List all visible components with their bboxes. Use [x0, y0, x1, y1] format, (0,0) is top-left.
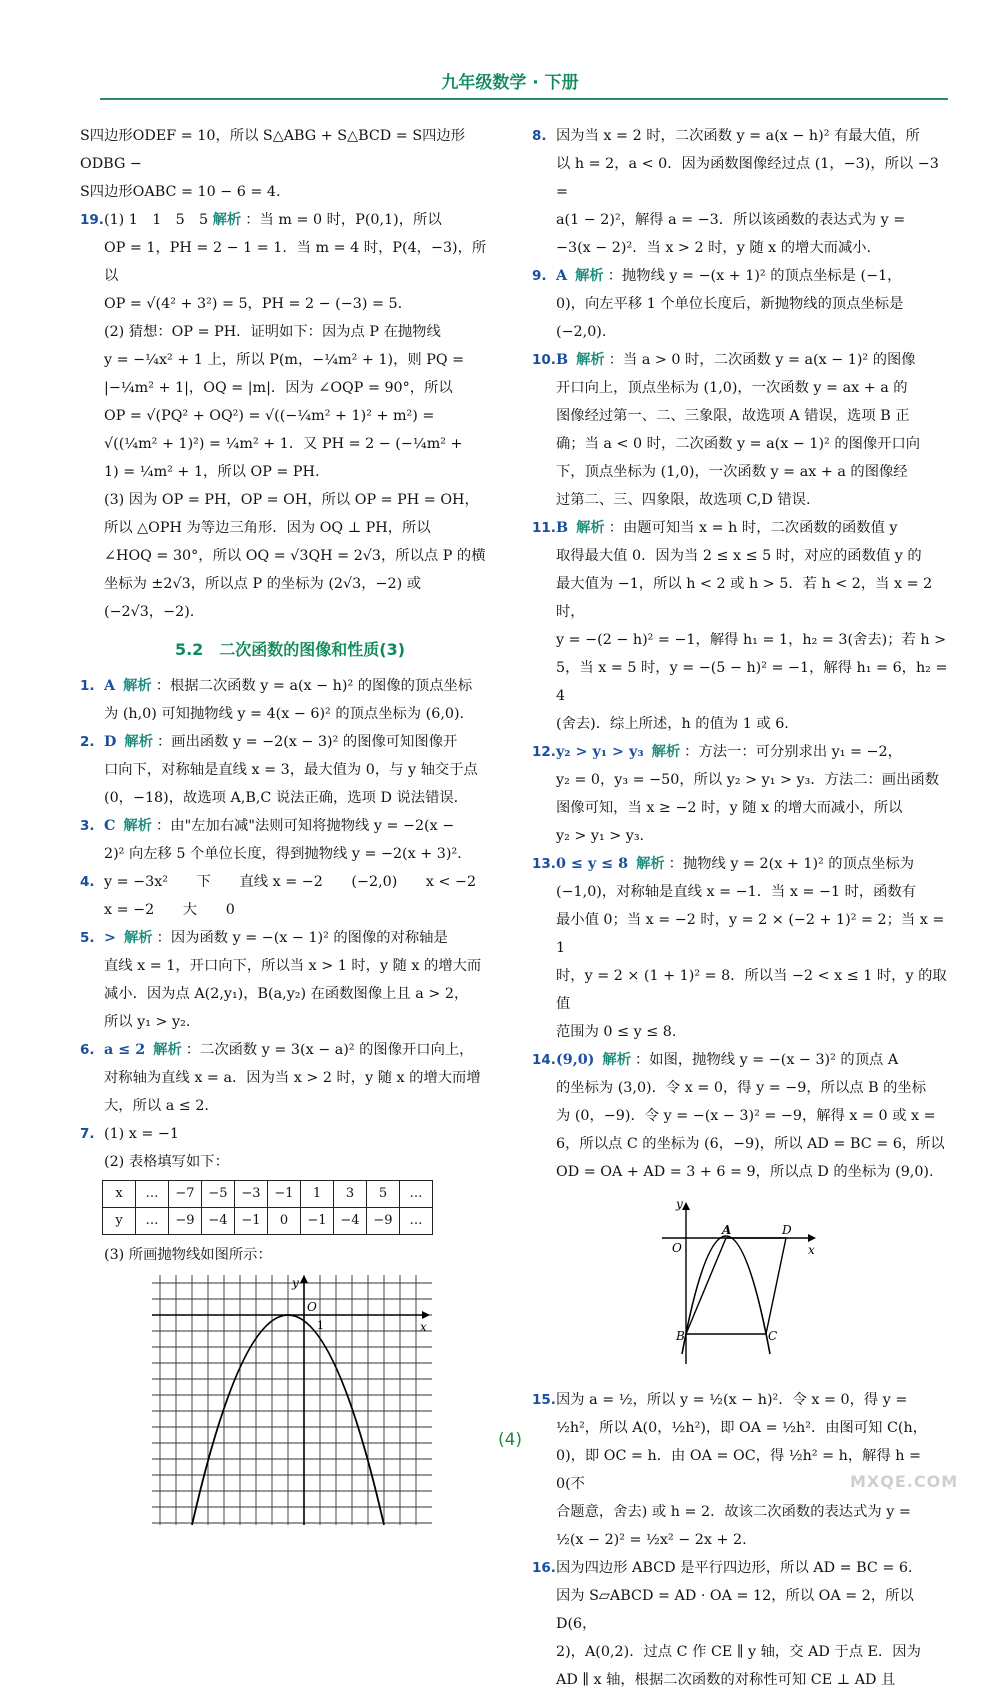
analysis-text: 的坐标为 (3,0)．令 x = 0，得 y = −9，所以点 B 的坐标	[556, 1080, 927, 1096]
analysis-text: 时，y = 2 × (1 + 1)² = 8．所以当 −2 < x ≤ 1 时，y 的取值	[556, 968, 947, 1012]
analysis-text: 确；当 a < 0 时，二次函数 y = a(x − 1)² 的图像开口向	[556, 436, 921, 452]
analysis-label: 解析	[576, 352, 605, 368]
answer-text: (2) 表格填写如下：	[104, 1154, 229, 1170]
question-3	[80, 812, 500, 868]
question-number: 11.	[532, 520, 556, 536]
table-cell: −4	[334, 1208, 367, 1235]
question-11	[532, 514, 950, 738]
answer: C	[104, 818, 116, 834]
question-number: 3.	[80, 818, 95, 834]
analysis-text: 为 (0，−9)．令 y = −(x − 3)² = −9，解得 x = 0 或 x =	[556, 1108, 936, 1124]
table-cell: 5	[367, 1181, 400, 1208]
answer-text: 因为 a = ½，所以 y = ½(x − h)²．令 x = 0，得 y =	[556, 1392, 908, 1408]
analysis-text: (0，−18)，故选项 A,B,C 说法正确，选项 D 说法错误.	[104, 790, 459, 806]
point-c-label: C	[768, 1329, 778, 1343]
answer: D	[104, 734, 117, 750]
analysis-text: 2)² 向左移 5 个单位长度，得到抛物线 y = −2(x + 3)².	[104, 846, 462, 862]
table-cell: −7	[169, 1181, 202, 1208]
question-19	[80, 206, 500, 626]
answer: B	[556, 520, 569, 536]
answer-text: 因为四边形 ABCD 是平行四边形，所以 AD = BC = 6．	[556, 1560, 923, 1576]
figure-q14-svg	[662, 1196, 822, 1366]
table-cell: …	[136, 1181, 169, 1208]
figure-q14	[662, 1196, 950, 1376]
answer: B	[556, 352, 569, 368]
answer-text: 2)，A(0,2)．过点 C 作 CE ∥ y 轴，交 AD 于点 E．因为	[556, 1644, 921, 1660]
question-number: 1.	[80, 678, 95, 694]
analysis-text: 6，所以点 C 的坐标为 (6，−9)，所以 AD = BC = 6，所以	[556, 1136, 945, 1152]
origin-label: O	[307, 1300, 317, 1314]
unit-label: 1	[317, 1319, 324, 1332]
analysis-text: 图像可知，当 x ≥ −2 时，y 随 x 的增大而减小，所以	[556, 800, 903, 816]
answer: (9,0)	[556, 1052, 595, 1068]
question-number: 5.	[80, 930, 95, 946]
analysis-text: 过第二、三、四象限，故选项 C,D 错误.	[556, 492, 811, 508]
question-9	[532, 262, 950, 346]
analysis-text: 图像经过第一、二、三象限，故选项 A 错误，选项 B 正	[556, 408, 910, 424]
analysis-text: 直线 x = 1，开口向下，所以当 x > 1 时，y 随 x 的增大而	[104, 958, 482, 974]
answer-text: 因为 S▱ABCD = AD · OA = 12，所以 OA = 2，所以 D(6，	[556, 1588, 914, 1632]
analysis-text: ：当 a > 0 时，二次函数 y = a(x − 1)² 的图像	[608, 352, 916, 368]
table-cell: …	[400, 1208, 433, 1235]
y-axis-label: y	[676, 1197, 683, 1211]
table-cell: −1	[301, 1208, 334, 1235]
analysis-text: OP = √(4² + 3²) = 5，PH = 2 − (−3) = 5.	[104, 296, 403, 312]
question-4	[80, 868, 500, 924]
question-number: 12.	[532, 744, 556, 760]
analysis-text: ：如图，抛物线 y = −(x − 3)² 的顶点 A	[635, 1052, 899, 1068]
question-16	[532, 1554, 950, 1694]
analysis-text: 范围为 0 ≤ y ≤ 8.	[556, 1024, 677, 1040]
table-cell: …	[136, 1208, 169, 1235]
analysis-text: y₂ = 0，y₃ = −50，所以 y₂ > y₁ > y₃．方法二：画出函数	[556, 772, 939, 788]
analysis-text: 开口向上，顶点坐标为 (1,0)，一次函数 y = ax + a 的	[556, 380, 908, 396]
x-axis-label: x	[420, 1320, 427, 1334]
analysis-text: ：由"左加右减"法则可知将抛物线 y = −2(x −	[155, 818, 455, 834]
answer-text: y = −3x² 下 直线 x = −2 (−2,0) x < −2	[104, 874, 477, 890]
question-number: 15.	[532, 1392, 556, 1408]
question-1	[80, 672, 500, 728]
answer-text: 因为当 x = 2 时，二次函数 y = a(x − h)² 有最大值，所	[556, 128, 920, 144]
point-a-label: A	[722, 1223, 732, 1237]
analysis-label: 解析	[123, 930, 153, 946]
analysis-text: 0)，向左平移 1 个单位长度后，新抛物线的顶点坐标是	[556, 296, 904, 312]
analysis-text: (−2,0).	[556, 324, 607, 340]
analysis-text: ：抛物线 y = 2(x + 1)² 的顶点坐标为	[668, 856, 915, 872]
parabola-graph	[152, 1275, 500, 1535]
table-cell: −1	[268, 1181, 301, 1208]
answer: y₂ > y₁ > y₃	[556, 744, 644, 760]
table-cell: −9	[367, 1208, 400, 1235]
answer-text: 以 h = 2，a < 0．因为函数图像经过点 (1，−3)，所以 −3 =	[556, 156, 939, 200]
analysis-text: (−2√3，−2).	[104, 604, 195, 620]
analysis-text: 减小．因为点 A(2,y₁)，B(a,y₂) 在函数图像上且 a > 2，	[104, 986, 469, 1002]
question-6	[80, 1036, 500, 1120]
analysis-text: 所以 △OPH 为等边三角形．因为 OQ ⊥ PH，所以	[104, 520, 431, 536]
origin-label: O	[672, 1241, 682, 1255]
analysis-text: ：由题可知当 x = h 时，二次函数的函数值 y	[608, 520, 898, 536]
analysis-text: 坐标为 ±2√3，所以点 P 的坐标为 (2√3，−2) 或	[104, 576, 422, 592]
question-8	[532, 122, 950, 262]
table-cell: …	[400, 1181, 433, 1208]
analysis-text: OD = OA + AD = 3 + 6 = 9，所以点 D 的坐标为 (9,0).	[556, 1164, 934, 1180]
answer-text: (3) 所画抛物线如图所示：	[104, 1247, 272, 1263]
analysis-text: √((¼m² + 1)²) = ¼m² + 1．又 PH = 2 − (−¼m² +	[104, 436, 463, 452]
table-cell: −3	[235, 1181, 268, 1208]
question-number: 14.	[532, 1052, 556, 1068]
x-axis-arrow-icon	[422, 1311, 430, 1319]
answer: (1) 1 1 5 5	[104, 212, 209, 228]
question-number: 4.	[80, 874, 95, 890]
question-13	[532, 850, 950, 1046]
intro-line: S四边形OABC = 10 − 6 = 4.	[80, 184, 281, 200]
page-header: 九年级数学 · 下册	[441, 73, 579, 93]
analysis-text: ：根据二次函数 y = a(x − h)² 的图像的顶点坐标	[155, 678, 473, 694]
analysis-text: 对称轴为直线 x = a．因为当 x > 2 时，y 随 x 的增大而增	[104, 1070, 481, 1086]
analysis-text: ：二次函数 y = 3(x − a)² 的图像开口向上，	[185, 1042, 474, 1058]
analysis-text: 最大值为 −1，所以 h < 2 或 h > 5．若 h < 2，当 x = 2 时，	[556, 576, 933, 620]
analysis-label: 解析	[575, 268, 604, 284]
analysis-text: 取得最大值 0．因为当 2 ≤ x ≤ 5 时，对应的函数值 y 的	[556, 548, 922, 564]
parabola-curve	[682, 1236, 770, 1354]
question-number: 6.	[80, 1042, 95, 1058]
analysis-text: ：因为函数 y = −(x − 1)² 的图像的对称轴是	[156, 930, 448, 946]
answer-text: ½h²，所以 A(0，½h²)，即 OA = ½h²．由图可知 C(h，	[556, 1420, 927, 1436]
answer-text: 合题意，舍去) 或 h = 2．故该二次函数的表达式为 y =	[556, 1504, 911, 1520]
analysis-text: (舍去)．综上所述，h 的值为 1 或 6.	[556, 716, 789, 732]
analysis-text: (3) 因为 OP = PH，OP = OH，所以 OP = PH = OH，	[104, 492, 479, 508]
analysis-text: OP = 1，PH = 2 − 1 = 1．当 m = 4 时，P(4，−3)，所以	[104, 240, 487, 284]
intro-line: S四边形ODEF = 10，所以 S△ABG + S△BCD = S四边形ODBG −	[80, 128, 466, 172]
analysis-text: ∠HOQ = 30°，所以 OQ = √3QH = 2√3，所以点 P 的横	[104, 548, 486, 564]
answer: 0 ≤ y ≤ 8	[556, 856, 629, 872]
analysis-text: 口向下，对称轴是直线 x = 3，最大值为 0，与 y 轴交于点	[104, 762, 478, 778]
answer: A	[556, 268, 568, 284]
answer: A	[104, 678, 116, 694]
answer-text: a(1 − 2)²，解得 a = −3．所以该函数的表达式为 y =	[556, 212, 906, 228]
question-number: 19.	[80, 212, 104, 228]
question-number: 16.	[532, 1560, 556, 1576]
analysis-label: 解析	[651, 744, 681, 760]
analysis-label: 解析	[212, 212, 242, 228]
analysis-text: y = −(2 − h)² = −1，解得 h₁ = 1，h₂ = 3(舍去)；若 h >	[556, 632, 947, 648]
page-number: (4)	[497, 1430, 523, 1450]
question-7	[80, 1120, 500, 1176]
analysis-text: 1) = ¼m² + 1，所以 OP = PH.	[104, 464, 320, 480]
answer-text: x = −2 大 0	[104, 902, 235, 918]
point-b-label: B	[676, 1329, 685, 1343]
analysis-text: ：抛物线 y = −(x + 1)² 的顶点坐标是 (−1，	[607, 268, 902, 284]
point-d-label: D	[782, 1223, 792, 1237]
table-row	[103, 1181, 433, 1208]
table-cell: −9	[169, 1208, 202, 1235]
question-number: 10.	[532, 352, 556, 368]
x-axis-label: x	[808, 1243, 815, 1257]
answer-text: −3(x − 2)²．当 x > 2 时，y 随 x 的增大而减小.	[556, 240, 872, 256]
table-cell: −1	[235, 1208, 268, 1235]
answer: a ≤ 2	[104, 1042, 146, 1058]
table-cell: 3	[334, 1181, 367, 1208]
answer-text: 0)，即 OC = h．由 OA = OC，得 ½h² = h，解得 h = 0(不	[556, 1448, 922, 1492]
table-cell: x	[103, 1181, 136, 1208]
answer-text: (1) x = −1	[104, 1126, 180, 1142]
question-2	[80, 728, 500, 812]
analysis-text: ：当 m = 0 时，P(0,1)，所以	[245, 212, 442, 228]
answer-text: ½(x − 2)² = ½x² − 2x + 2.	[556, 1532, 747, 1548]
watermark-text: MXQE.COM	[850, 1472, 959, 1491]
watermark	[840, 1420, 990, 1500]
table-row	[103, 1208, 433, 1235]
analysis-text: (−1,0)，对称轴是直线 x = −1．当 x = −1 时，函数有	[556, 884, 917, 900]
question-number: 7.	[80, 1126, 95, 1142]
page-number-value: 4	[504, 1430, 516, 1450]
question-10	[532, 346, 950, 514]
analysis-text: (2) 猜想：OP = PH．证明如下：因为点 P 在抛物线	[104, 324, 441, 340]
table-cell: y	[103, 1208, 136, 1235]
analysis-label: 解析	[123, 678, 152, 694]
question-5	[80, 924, 500, 1036]
value-table	[102, 1180, 433, 1235]
analysis-text: y = −¼x² + 1 上，所以 P(m，−¼m² + 1)，则 PQ =	[104, 352, 465, 368]
question-12	[532, 738, 950, 850]
table-cell: −5	[202, 1181, 235, 1208]
answer: >	[104, 930, 116, 946]
y-axis-arrow-icon	[300, 1275, 308, 1283]
left-column	[80, 122, 500, 1535]
segment-cd	[766, 1238, 786, 1334]
table-cell: 0	[268, 1208, 301, 1235]
analysis-text: OP = √(PQ² + OQ²) = √((−¼m² + 1)² + m²) =	[104, 408, 435, 424]
question-number: 9.	[532, 268, 547, 284]
segment-ab	[686, 1238, 726, 1334]
y-axis-label: y	[292, 1276, 299, 1290]
analysis-text: 为 (h,0) 可知抛物线 y = 4(x − 6)² 的顶点坐标为 (6,0).	[104, 706, 465, 722]
analysis-text: 大，所以 a ≤ 2.	[104, 1098, 209, 1114]
table-cell: −4	[202, 1208, 235, 1235]
analysis-text: 5，当 x = 5 时，y = −(5 − h)² = −1，解得 h₁ = 6，h₂ = 4	[556, 660, 948, 704]
analysis-text: y₂ > y₁ > y₃.	[556, 828, 645, 844]
analysis-label: 解析	[602, 1052, 631, 1068]
analysis-label: 解析	[123, 818, 152, 834]
section-title: 5.2 二次函数的图像和性质(3)	[174, 640, 406, 659]
analysis-text: |−¼m² + 1|，OQ = |m|．因为 ∠OQP = 90°，所以	[104, 380, 453, 396]
grid-lines	[152, 1275, 432, 1525]
parabola-graph-svg	[152, 1275, 432, 1525]
answer-text: AD ∥ x 轴，根据二次函数的对称性可知 CE ⊥ AD 且	[556, 1672, 896, 1688]
analysis-text: ：画出函数 y = −2(x − 3)² 的图像可知图像开	[157, 734, 458, 750]
question-14	[532, 1046, 950, 1186]
header-rule	[100, 98, 948, 100]
question-number: 13.	[532, 856, 556, 872]
analysis-text: ：方法一：可分别求出 y₁ = −2，	[684, 744, 902, 760]
analysis-label: 解析	[153, 1042, 182, 1058]
analysis-label: 解析	[124, 734, 153, 750]
analysis-label: 解析	[576, 520, 605, 536]
analysis-text: 下，顶点坐标为 (1,0)，一次函数 y = ax + a 的图像经	[556, 464, 908, 480]
table-cell: 1	[301, 1181, 334, 1208]
x-axis-arrow-icon	[808, 1234, 816, 1242]
analysis-text: 最小值 0；当 x = −2 时，y = 2 × (−2 + 1)² = 2；当 x = 1	[556, 912, 945, 956]
analysis-text: 所以 y₁ > y₂.	[104, 1014, 191, 1030]
analysis-label: 解析	[636, 856, 665, 872]
question-number: 8.	[532, 128, 547, 144]
y-axis-arrow-icon	[682, 1202, 690, 1210]
question-number: 2.	[80, 734, 95, 750]
